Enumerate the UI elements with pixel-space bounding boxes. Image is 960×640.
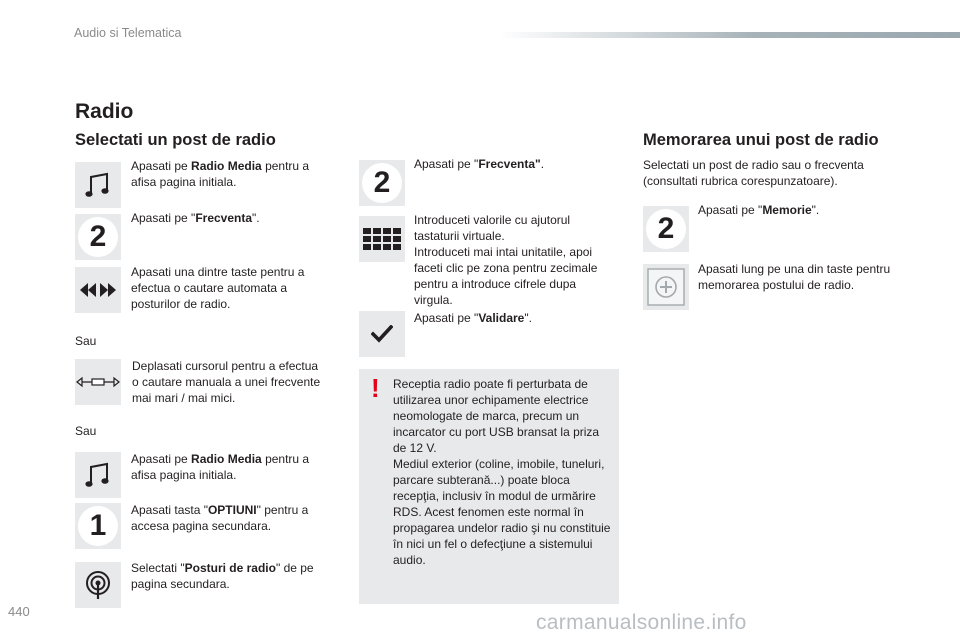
step-text: Apasati pe Radio Media pentru a afisa pagina initiala. bbox=[131, 159, 310, 189]
or-label: Sau bbox=[75, 424, 97, 438]
warning-icon: ! bbox=[371, 373, 380, 403]
step-text: Apasati lung pe una din taste pentru memorarea postului de radio. bbox=[698, 262, 891, 292]
step-text: Apasati pe "Frecventa". bbox=[131, 211, 260, 225]
step-text: Apasati tasta "OPTIUNI" pentru a accesa pagina secundara. bbox=[131, 503, 309, 533]
step-text: Apasati pe "Validare". bbox=[414, 311, 532, 325]
step-text: Introduceti mai intai unitatile, apoi faceti clic pe zona pentru zecimale pentru a introduce cifrele dupa virgula. bbox=[414, 245, 598, 307]
slider-icon bbox=[75, 359, 121, 405]
or-label: Sau bbox=[75, 334, 97, 348]
seek-arrows-icon bbox=[75, 267, 121, 313]
step-text: Apasati pe "Frecventa". bbox=[414, 157, 545, 171]
checkmark-icon bbox=[359, 311, 405, 357]
radio-antenna-icon bbox=[75, 562, 121, 608]
step-text: Apasati pe Radio Media pentru a afisa pagina initiala. bbox=[131, 452, 310, 482]
watermark: carmanualsonline.info bbox=[536, 611, 747, 634]
step-number: 2 bbox=[89, 220, 107, 253]
add-preset-icon bbox=[643, 264, 689, 310]
intro-text: Selectati un post de radio sau o frecventa (consultati rubrica corespunzatoare). bbox=[643, 158, 864, 188]
step-text: Selectati "Posturi de radio" de pe pagina secundara. bbox=[131, 561, 314, 591]
music-note-icon bbox=[75, 452, 121, 498]
step-number: 2 bbox=[373, 166, 391, 199]
step-text: Introduceti valorile cu ajutorul tastaturii virtuale. bbox=[414, 213, 571, 243]
section-header: Audio si Telematica bbox=[74, 26, 182, 40]
step-text: Apasati pe "Memorie". bbox=[698, 203, 820, 217]
warning-text: Receptia radio poate fi perturbata de utilizarea unor echipamente electrice neomologate de marca, precum un incarcator cu port USB bransat la priza de 12 V. Mediul exterior (coline, imobile, tuneluri, parcare subterană...) poate bloca recepţia, inclusiv în modul de urmărire RDS. Acest fenomen este normal în propagarea undelor radio şi nu constituie în nici un fel o defecţiune a sistemului audio. bbox=[393, 377, 611, 567]
header-bar bbox=[500, 32, 960, 38]
step-text: Deplasati cursorul pentru a efectua o cautare manuala a unei frecvente mai mari / mai mici. bbox=[132, 359, 321, 405]
step-number: 1 bbox=[89, 509, 107, 542]
page-title: Radio bbox=[75, 100, 134, 123]
keypad-icon bbox=[359, 216, 405, 262]
section-heading-select: Selectati un post de radio bbox=[75, 131, 276, 149]
music-note-icon bbox=[75, 162, 121, 208]
section-heading-memorize: Memorarea unui post de radio bbox=[643, 131, 879, 149]
step-number: 2 bbox=[657, 212, 675, 245]
page-number: 440 bbox=[8, 604, 30, 619]
step-text: Apasati una dintre taste pentru a efectua o cautare automata a posturilor de radio. bbox=[131, 265, 305, 311]
